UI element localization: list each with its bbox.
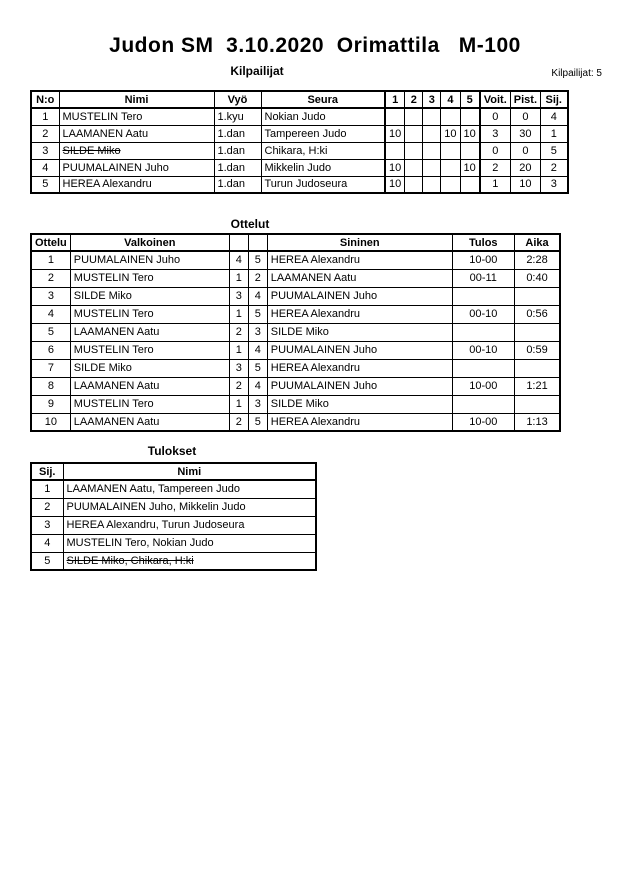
col-header-aika: Aika (514, 234, 560, 251)
cell-sij: 3 (541, 176, 568, 193)
col-header-sininen: Sininen (267, 234, 452, 251)
cell-match-no: 2 (31, 269, 70, 287)
cell-white-name: MUSTELIN Tero (70, 269, 229, 287)
ottelut-header-row (31, 234, 560, 251)
cell-sij: 4 (541, 108, 568, 125)
cell-time: 2:28 (514, 251, 560, 269)
cell-result (452, 287, 514, 305)
cell-white-name: MUSTELIN Tero (70, 395, 229, 413)
cell-r2 (405, 159, 423, 176)
table-row (31, 142, 568, 159)
cell-blue-name: HEREA Alexandru (267, 305, 452, 323)
cell-white-seed: 3 (229, 287, 248, 305)
table-row (31, 251, 560, 269)
cell-r5: 10 (460, 125, 480, 142)
cell-r3 (423, 176, 441, 193)
cell-blue-seed: 4 (248, 287, 267, 305)
cell-blue-name: PUUMALAINEN Juho (267, 377, 452, 395)
cell-vyo: 1.kyu (214, 108, 261, 125)
tulokset-table (30, 462, 317, 571)
cell-blue-name: PUUMALAINEN Juho (267, 287, 452, 305)
cell-time (514, 287, 560, 305)
cell-white-name: MUSTELIN Tero (70, 341, 229, 359)
cell-voit: 0 (480, 142, 511, 159)
cell-place: 4 (31, 534, 63, 552)
cell-time: 1:21 (514, 377, 560, 395)
cell-result: 00-10 (452, 341, 514, 359)
col-header-blue-no (248, 234, 267, 251)
cell-time: 0:40 (514, 269, 560, 287)
col-header-vyo: Vyö (214, 91, 261, 108)
col-header-tulos: Tulos (452, 234, 514, 251)
cell-seura: Tampereen Judo (261, 125, 385, 142)
cell-voit: 1 (480, 176, 511, 193)
cell-voit: 0 (480, 108, 511, 125)
cell-match-no: 4 (31, 305, 70, 323)
cell-r5 (460, 142, 480, 159)
col-header-2: 2 (405, 91, 423, 108)
cell-match-no: 1 (31, 251, 70, 269)
col-header-seura: Seura (261, 91, 385, 108)
kilpailijat-header-row (31, 91, 568, 108)
cell-white-seed: 1 (229, 395, 248, 413)
cell-match-no: 9 (31, 395, 70, 413)
cell-result (452, 395, 514, 413)
cell-pist: 10 (510, 176, 540, 193)
cell-voit: 3 (480, 125, 511, 142)
col-header-sij: Sij. (31, 463, 63, 480)
table-row (31, 552, 316, 570)
cell-white-name: MUSTELIN Tero (70, 305, 229, 323)
table-row (31, 377, 560, 395)
cell-match-no: 6 (31, 341, 70, 359)
cell-no: 4 (31, 159, 59, 176)
table-row (31, 305, 560, 323)
cell-seura: Nokian Judo (261, 108, 385, 125)
cell-white-seed: 3 (229, 359, 248, 377)
cell-time (514, 359, 560, 377)
cell-blue-name: SILDE Miko (267, 395, 452, 413)
table-row (31, 359, 560, 377)
competitor-count-label: Kilpailijat: 5 (551, 68, 602, 79)
col-header-ottelu: Ottelu (31, 234, 70, 251)
ottelut-table (30, 233, 561, 432)
cell-nimi: LAAMANEN Aatu (59, 125, 214, 142)
cell-blue-seed: 5 (248, 359, 267, 377)
cell-white-name: PUUMALAINEN Juho (70, 251, 229, 269)
cell-r1: 10 (385, 159, 405, 176)
tulokset-section (30, 462, 317, 571)
cell-time: 1:13 (514, 413, 560, 431)
cell-nimi: HEREA Alexandru (59, 176, 214, 193)
cell-white-seed: 1 (229, 269, 248, 287)
cell-vyo: 1.dan (214, 176, 261, 193)
table-row (31, 125, 568, 142)
table-row (31, 413, 560, 431)
cell-blue-seed: 4 (248, 377, 267, 395)
cell-competitor: PUUMALAINEN Juho, Mikkelin Judo (63, 498, 316, 516)
col-header-sij: Sij. (541, 91, 568, 108)
cell-seura: Chikara, H:ki (261, 142, 385, 159)
col-header-3: 3 (423, 91, 441, 108)
cell-result: 10-00 (452, 377, 514, 395)
cell-blue-name: LAAMANEN Aatu (267, 269, 452, 287)
col-header-no: N:o (31, 91, 59, 108)
cell-r2 (405, 125, 423, 142)
col-header-valkoinen: Valkoinen (70, 234, 229, 251)
cell-match-no: 10 (31, 413, 70, 431)
cell-r5: 10 (460, 159, 480, 176)
cell-white-seed: 1 (229, 305, 248, 323)
cell-r5 (460, 176, 480, 193)
cell-blue-name: HEREA Alexandru (267, 413, 452, 431)
col-header-white-no (229, 234, 248, 251)
cell-result: 00-10 (452, 305, 514, 323)
table-row (31, 498, 316, 516)
cell-pist: 20 (510, 159, 540, 176)
cell-place: 5 (31, 552, 63, 570)
cell-pist: 30 (510, 125, 540, 142)
section-title-ottelut: Ottelut (230, 217, 270, 231)
cell-blue-seed: 2 (248, 269, 267, 287)
section-title-kilpailijat: Kilpailijat (230, 64, 284, 78)
col-header-nimi: Nimi (63, 463, 316, 480)
kilpailijat-section (30, 90, 569, 194)
table-row (31, 395, 560, 413)
cell-result: 00-11 (452, 269, 514, 287)
cell-time (514, 395, 560, 413)
cell-r4 (441, 159, 460, 176)
cell-vyo: 1.dan (214, 142, 261, 159)
cell-match-no: 5 (31, 323, 70, 341)
cell-voit: 2 (480, 159, 511, 176)
cell-white-seed: 2 (229, 377, 248, 395)
table-row (31, 269, 560, 287)
table-row (31, 534, 316, 552)
ottelut-section (30, 233, 561, 432)
cell-competitor-struck: SILDE Miko, Chikara, H:ki (63, 552, 316, 570)
col-header-5: 5 (460, 91, 480, 108)
cell-blue-name: SILDE Miko (267, 323, 452, 341)
page-title: Judon SM 3.10.2020 Orimattila M-100 (109, 34, 521, 57)
cell-white-seed: 2 (229, 323, 248, 341)
cell-vyo: 1.dan (214, 159, 261, 176)
cell-time (514, 323, 560, 341)
cell-result (452, 323, 514, 341)
table-row (31, 323, 560, 341)
cell-white-name: LAAMANEN Aatu (70, 413, 229, 431)
cell-r1 (385, 108, 405, 125)
col-header-pist: Pist. (510, 91, 540, 108)
cell-seura: Mikkelin Judo (261, 159, 385, 176)
cell-no: 2 (31, 125, 59, 142)
cell-nimi: PUUMALAINEN Juho (59, 159, 214, 176)
section-title-tulokset: Tulokset (147, 444, 197, 458)
cell-time: 0:56 (514, 305, 560, 323)
cell-sij: 5 (541, 142, 568, 159)
cell-seura: Turun Judoseura (261, 176, 385, 193)
cell-blue-name: HEREA Alexandru (267, 251, 452, 269)
cell-competitor: HEREA Alexandru, Turun Judoseura (63, 516, 316, 534)
cell-competitor: MUSTELIN Tero, Nokian Judo (63, 534, 316, 552)
cell-r2 (405, 142, 423, 159)
col-header-nimi: Nimi (59, 91, 214, 108)
table-row (31, 516, 316, 534)
cell-r3 (423, 125, 441, 142)
cell-competitor: LAAMANEN Aatu, Tampereen Judo (63, 480, 316, 498)
cell-result: 10-00 (452, 413, 514, 431)
cell-sij: 1 (541, 125, 568, 142)
cell-white-seed: 2 (229, 413, 248, 431)
cell-blue-seed: 4 (248, 341, 267, 359)
cell-pist: 0 (510, 108, 540, 125)
cell-no: 3 (31, 142, 59, 159)
table-row (31, 159, 568, 176)
cell-nimi-struck: SILDE Miko (59, 142, 214, 159)
cell-white-seed: 1 (229, 341, 248, 359)
cell-place: 2 (31, 498, 63, 516)
cell-r1: 10 (385, 176, 405, 193)
cell-blue-seed: 5 (248, 305, 267, 323)
cell-blue-seed: 3 (248, 395, 267, 413)
col-header-voit: Voit. (480, 91, 511, 108)
cell-match-no: 3 (31, 287, 70, 305)
tulokset-header-row (31, 463, 316, 480)
cell-r4 (441, 142, 460, 159)
table-row (31, 287, 560, 305)
cell-sij: 2 (541, 159, 568, 176)
cell-no: 1 (31, 108, 59, 125)
cell-blue-seed: 3 (248, 323, 267, 341)
cell-r4 (441, 108, 460, 125)
cell-time: 0:59 (514, 341, 560, 359)
cell-match-no: 8 (31, 377, 70, 395)
cell-r2 (405, 108, 423, 125)
cell-white-name: LAAMANEN Aatu (70, 377, 229, 395)
table-row (31, 480, 316, 498)
cell-white-name: SILDE Miko (70, 359, 229, 377)
cell-r2 (405, 176, 423, 193)
col-header-1: 1 (385, 91, 405, 108)
cell-blue-name: PUUMALAINEN Juho (267, 341, 452, 359)
cell-white-name: LAAMANEN Aatu (70, 323, 229, 341)
cell-r3 (423, 159, 441, 176)
cell-r4 (441, 176, 460, 193)
cell-vyo: 1.dan (214, 125, 261, 142)
cell-r4: 10 (441, 125, 460, 142)
table-row (31, 341, 560, 359)
cell-blue-name: HEREA Alexandru (267, 359, 452, 377)
cell-r5 (460, 108, 480, 125)
table-row (31, 176, 568, 193)
cell-match-no: 7 (31, 359, 70, 377)
cell-place: 1 (31, 480, 63, 498)
cell-white-name: SILDE Miko (70, 287, 229, 305)
cell-result (452, 359, 514, 377)
cell-white-seed: 4 (229, 251, 248, 269)
cell-r1 (385, 142, 405, 159)
cell-place: 3 (31, 516, 63, 534)
kilpailijat-table (30, 90, 569, 194)
cell-r3 (423, 142, 441, 159)
cell-blue-seed: 5 (248, 413, 267, 431)
cell-r3 (423, 108, 441, 125)
cell-nimi: MUSTELIN Tero (59, 108, 214, 125)
cell-r1: 10 (385, 125, 405, 142)
col-header-4: 4 (441, 91, 460, 108)
table-row (31, 108, 568, 125)
cell-pist: 0 (510, 142, 540, 159)
cell-blue-seed: 5 (248, 251, 267, 269)
cell-result: 10-00 (452, 251, 514, 269)
cell-no: 5 (31, 176, 59, 193)
